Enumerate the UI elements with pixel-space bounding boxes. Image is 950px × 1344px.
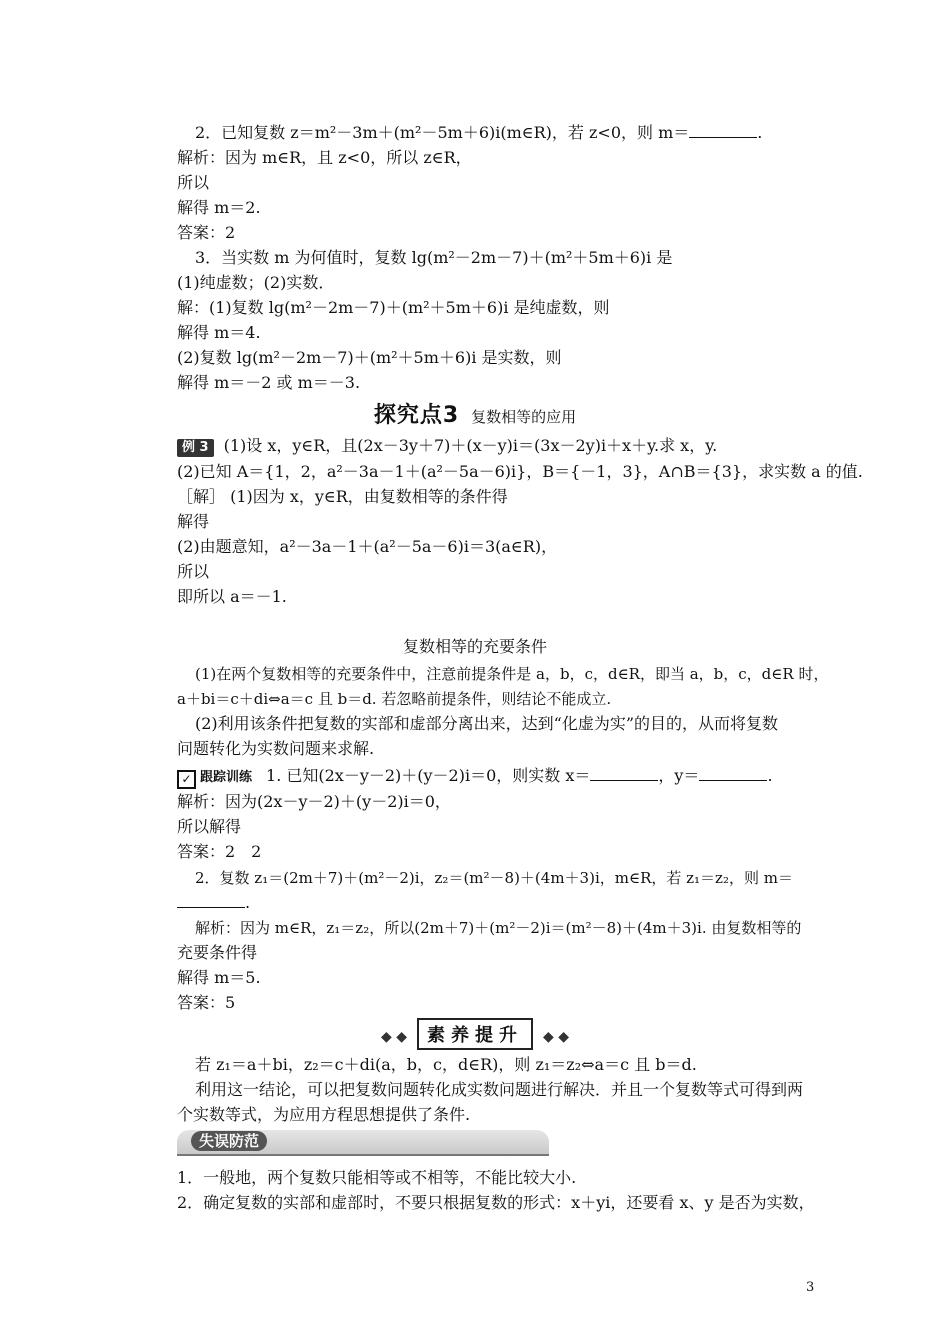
- mistake-label: 失误防范: [191, 1131, 267, 1151]
- text-line: 解：(1)复数 lg(m²－2m－7)＋(m²＋5m＋6)i 是纯虚数，则: [177, 298, 610, 317]
- text-line: 个实数等式，为应用方程思想提供了条件.: [177, 1105, 471, 1124]
- diamond-icon: ◆ ◆: [543, 1029, 569, 1045]
- note-title: 复数相等的充要条件: [402, 637, 547, 656]
- problem-2-line: [195, 121, 762, 145]
- text-line: 问题转化为实数问题来求解.: [177, 739, 375, 758]
- text-line: 2．复数 z₁＝(2m＋7)＋(m²－2)i，z₂＝(m²－8)＋(4m＋3)i，m∈R，若 z₁＝z₂，则 m＝: [195, 869, 793, 887]
- text: 2．已知复数 z＝m²－3m＋(m²－5m＋6)i(m∈R)，若 z<0，则 m＝: [195, 123, 690, 142]
- problem-3-line: 3．当实数 m 为何值时，复数 lg(m²－2m－7)＋(m²＋5m＋6)i 是: [195, 248, 673, 267]
- text-line: 即所以 a＝－1.: [177, 587, 287, 606]
- text: ，y＝: [658, 766, 700, 785]
- text: .: [767, 766, 773, 785]
- text-line: 解得 m＝2.: [177, 198, 261, 217]
- text-line: ［解］ (1)因为 x，y∈R，由复数相等的条件得: [177, 487, 508, 506]
- text-line: 充要条件得: [177, 943, 258, 962]
- answer-blank: [689, 123, 757, 138]
- text: .: [245, 893, 251, 912]
- example-line: [177, 434, 717, 458]
- text-line: 解得 m＝－2 或 m＝－3.: [177, 373, 361, 392]
- text: 跟踪训练: [200, 770, 253, 785]
- section-title: 探究点3: [373, 403, 460, 428]
- text-line: 1．一般地，两个复数只能相等或不相等，不能比较大小.: [177, 1168, 577, 1187]
- page-number: 3: [806, 1280, 815, 1295]
- text-line: (2)利用该条件把复数的实部和虚部分离出来，达到“化虚为实”的目的，从而将复数: [195, 714, 779, 733]
- text-line: 答案：5: [177, 993, 236, 1012]
- suyang-label: 素养提升: [417, 1018, 533, 1050]
- text-line: 2．确定复数的实部和虚部时，不要只根据复数的形式：x＋yi，还要看 x、y 是否为实数，: [177, 1193, 815, 1212]
- text: 1. 已知(2x－y－2)＋(y－2)i＝0，则实数 x＝: [266, 766, 591, 785]
- answer-blank: [177, 893, 245, 908]
- answer-blank: [699, 766, 767, 781]
- training-label: [177, 766, 252, 790]
- text: (1)设 x，y∈R，且(2x－3y＋7)＋(x－y)i＝(3x－2y)i＋x＋y.求 x，y.: [223, 436, 718, 455]
- text-line: 答案：2 2: [177, 842, 262, 861]
- text-line: 所以: [177, 173, 210, 192]
- text-line: (2)由题意知，a²－3a－1＋(a²－5a－6)i＝3(a∈R)，: [177, 537, 558, 556]
- answer-blank: [590, 766, 658, 781]
- text-line: 所以解得: [177, 817, 242, 836]
- text-line: 利用这一结论，可以把复数问题转化成实数问题进行解决．并且一个复数等式可得到两: [195, 1080, 804, 1099]
- section-subtitle: 复数相等的应用: [471, 408, 577, 426]
- text-line: 解得 m＝4.: [177, 323, 261, 342]
- training-line: [177, 764, 773, 790]
- text-line: [177, 891, 250, 915]
- text-line: 若 z₁＝a＋bi，z₂＝c＋di(a，b，c，d∈R)，则 z₁＝z₂⇔a＝c 且 b＝d.: [195, 1055, 697, 1074]
- mistake-tab: [177, 1130, 549, 1156]
- text-line: 解得 m＝5.: [177, 968, 261, 987]
- text: .: [757, 123, 763, 142]
- text-line: a＋bi＝c＋di⇔a＝c 且 b＝d. 若忽略前提条件，则结论不能成立.: [177, 690, 612, 708]
- suyang-heading: [0, 1018, 950, 1050]
- diamond-icon: ◆ ◆: [381, 1029, 407, 1045]
- text-line: 解析：因为(2x－y－2)＋(y－2)i＝0，: [177, 792, 451, 811]
- example-badge: 例 3: [177, 439, 214, 457]
- text-line: 答案：2: [177, 223, 236, 242]
- text-line: 解析：因为 m∈R，z₁＝z₂，所以(2m＋7)＋(m²－2)i＝(m²－8)＋(4m＋3)i. 由复数相等的: [195, 919, 802, 937]
- text-line: 所以: [177, 562, 210, 581]
- text-line: (1)在两个复数相等的充要条件中，注意前提条件是 a，b，c，d∈R，即当 a，b，c，d∈R 时，: [195, 665, 829, 683]
- section-heading: [0, 398, 950, 429]
- text-line: (2)已知 A＝{1，2，a²－3a－1＋(a²－5a－6)i}，B＝{－1，3}，A∩B＝{3}，求实数 a 的值.: [177, 462, 863, 481]
- text-line: (2)复数 lg(m²－2m－7)＋(m²＋5m＋6)i 是实数，则: [177, 348, 562, 367]
- text-line: 解得: [177, 512, 210, 531]
- text-line: (1)纯虚数；(2)实数．: [177, 273, 335, 292]
- check-icon: ✓: [177, 770, 196, 789]
- text-line: 解析：因为 m∈R，且 z<0，所以 z∈R，: [177, 148, 472, 167]
